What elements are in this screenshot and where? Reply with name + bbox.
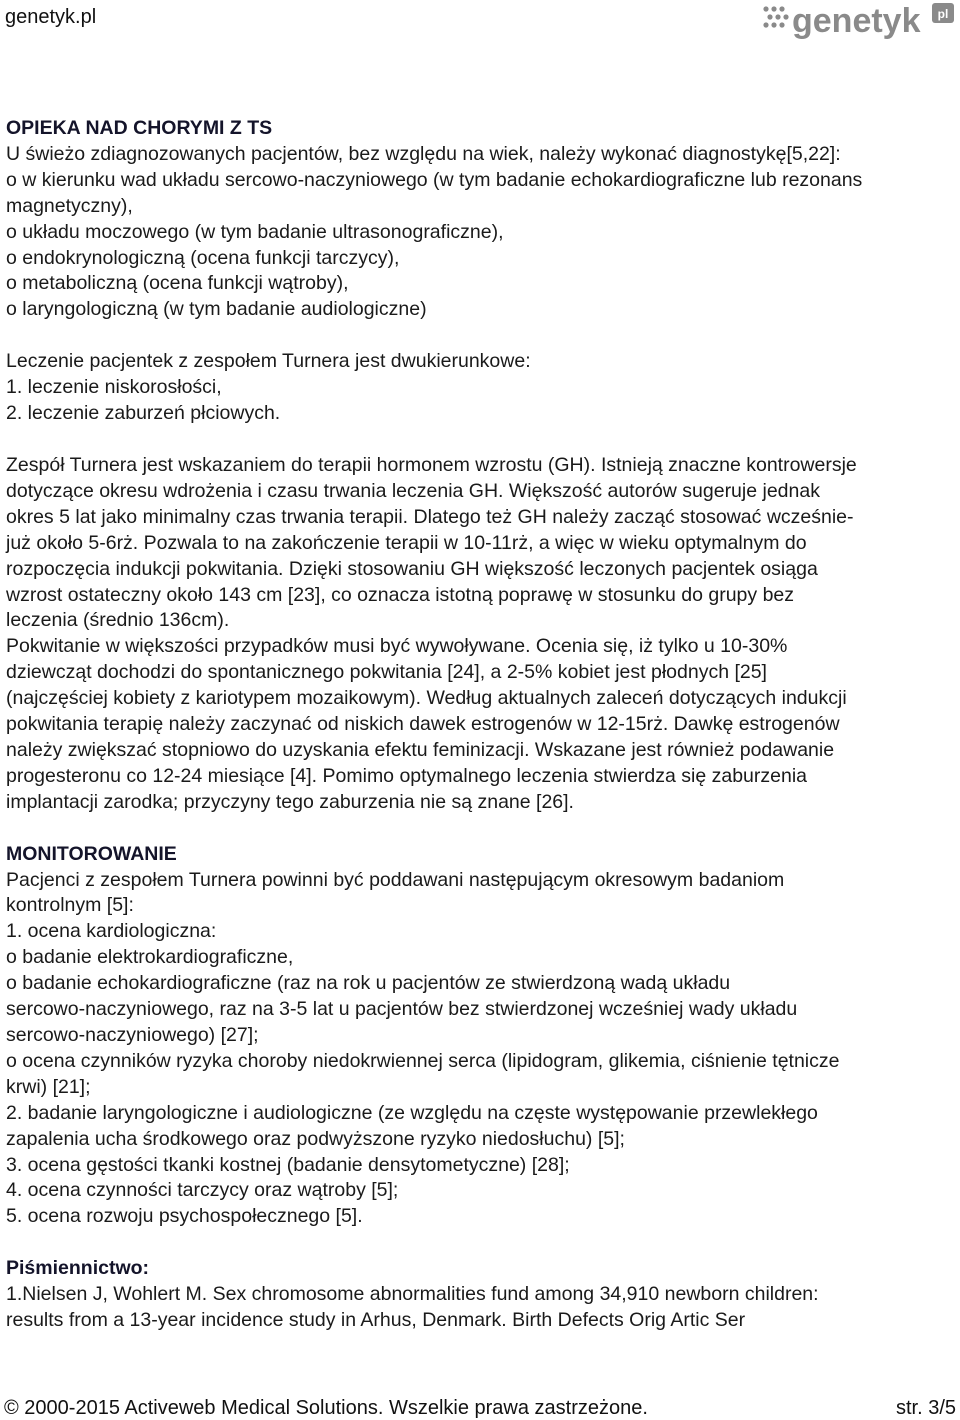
text-line: 1. leczenie niskorosłości, [6,376,222,399]
text-line: sercowo-naczyniowego) [27]; [6,1024,259,1046]
text-line: leczenia (średnio 136cm). [6,609,230,632]
text-line: 2. badanie laryngologiczne i audiologiczne (ze względu na częste występowanie przewlekłego [6,1101,818,1124]
spacer [6,427,956,453]
genetyk-logo-graphic [760,0,958,42]
text-line: progesteronu co 12-24 miesiące [4]. Pomimo optymalnego leczenia stwierdza się zaburzenia [6,764,808,787]
text-line: krwi) [21]; [6,1075,91,1098]
article-body [6,116,956,1334]
text-line: dotyczące okresu wdrożenia i czasu trwania leczenia GH. Większość autorów sugeruje jednak [6,479,820,502]
text-line: 1. ocena kardiologiczna: [6,920,217,943]
genetyk-logo [760,0,958,42]
text-line: kontrolnym [5]: [6,894,134,917]
text-line: już około 5-6rż. Pozwala to na zakończenie terapii w 10-11rż, a więc w wieku optymalnym do [6,531,807,554]
text-line: dziewcząt dochodzi do spontanicznego pokwitania [24], a 2-5% kobiet jest płodnych [25] [6,661,767,684]
text-line: magnetyczny), [6,194,133,217]
site-name: genetyk.pl [5,6,97,28]
logo-dots-icon [763,6,788,27]
text-line: o badanie echokardiograficzne (raz na rok u pacjentów ze stwierdzoną wadą układu [6,972,731,995]
text-line: o układu moczowego (w tym badanie ultrasonograficzne), [6,220,504,243]
text-line: o w kierunku wad układu sercowo-naczyniowego (w tym badanie echokardiograficzne lub rezonans [6,168,863,191]
text-line: 4. ocena czynności tarczycy oraz wątroby [5]; [6,1179,399,1202]
text-line: należy zwiększać stopniowo do uzyskania efektu feminizacji. Wskazane jest również podawanie [6,738,835,761]
text-line: Leczenie pacjentek z zespołem Turnera jest dwukierunkowe: [6,350,531,373]
section-care-text [6,142,956,323]
logo-badge: pl [937,7,949,21]
text-line: 2. leczenie zaburzeń płciowych. [6,402,281,425]
text-line: wzrost ostateczny około 143 cm [23], co oznacza istotną poprawę w stosunku do grupy bez [6,583,795,606]
page-footer [4,1396,956,1420]
section-references-text [6,1282,956,1334]
text-line: 3. ocena gęstości tkanki kostnej (badanie densytometyczne) [28]; [6,1153,570,1176]
text-line: okres 5 lat jako minimalny czas trwania terapii. Dlatego też GH należy zacząć stosować wcześnie- [6,505,854,528]
text-line: Zespół Turnera jest wskazaniem do terapii hormonem wzrostu (GH). Istnieją znaczne kontrowersje [6,453,857,476]
section-references-title: Piśmiennictwo: [6,1257,150,1280]
section-monitoring-text [6,868,956,1231]
text-line: o badanie elektrokardiograficzne, [6,946,294,969]
text-line: Pacjenci z zespołem Turnera powinni być poddawani następującym okresowym badaniom [6,868,785,891]
section-care-title: OPIEKA NAD CHORYMI Z TS [6,117,273,139]
text-line: zapalenia ucha środkowego oraz podwyższone ryzyko niedosłuchu) [5]; [6,1127,625,1150]
section-treatment-text [6,349,956,427]
spacer [6,1230,956,1256]
spacer [6,816,956,842]
text-line: (najczęściej kobiety z kariotypem mozaikowym). Według aktualnych zaleceń dotyczących indukcji [6,687,847,710]
text-line: o metaboliczną (ocena funkcji wątroby), [6,272,349,295]
text-line: Pokwitanie w większości przypadków musi być wywoływane. Ocenia się, iż tylko u 10-30% [6,635,788,658]
section-monitoring-title: MONITOROWANIE [6,842,177,865]
section-gh-text [6,453,956,816]
text-line: implantacji zarodka; przyczyny tego zaburzenia nie są znane [26]. [6,790,574,813]
text-line: U świeżo zdiagnozowanych pacjentów, bez względu na wiek, należy wykonać diagnostykę[5,22]: [6,142,841,165]
text-line: rozpoczęcia indukcji pokwitania. Dzięki stosowaniu GH większość leczonych pacjentek osiąga [6,557,818,580]
text-line: results from a 13-year incidence study in Arhus, Denmark. Birth Defects Orig Artic Ser [6,1309,746,1332]
page-number: str. 3/5 [895,1397,956,1419]
text-line: pokwitania terapię należy zaczynać od niskich dawek estrogenów w 12-15rż. Dawkę estrogenów [6,713,840,736]
spacer [6,323,956,349]
text-line: sercowo-naczyniowego, raz na 3-5 lat u pacjentów bez stwierdzonej wcześniej wady układu [6,998,798,1021]
text-line: 1.Nielsen J, Wohlert M. Sex chromosome abnormalities fund among 34,910 newborn children: [6,1283,819,1306]
logo-wordmark: genetyk [792,2,921,40]
text-line: o endokrynologiczną (ocena funkcji tarczycy), [6,246,400,269]
text-line: o laryngologiczną (w tym badanie audiologiczne) [6,298,427,321]
text-line: 5. ocena rozwoju psychospołecznego [5]. [6,1205,363,1228]
text-line: o ocena czynników ryzyka choroby niedokrwiennej serca (lipidogram, glikemia, ciśnienie tętnicze [6,1049,840,1072]
copyright-text: © 2000-2015 Activeweb Medical Solutions. Wszelkie prawa zastrzeżone. [4,1397,648,1419]
